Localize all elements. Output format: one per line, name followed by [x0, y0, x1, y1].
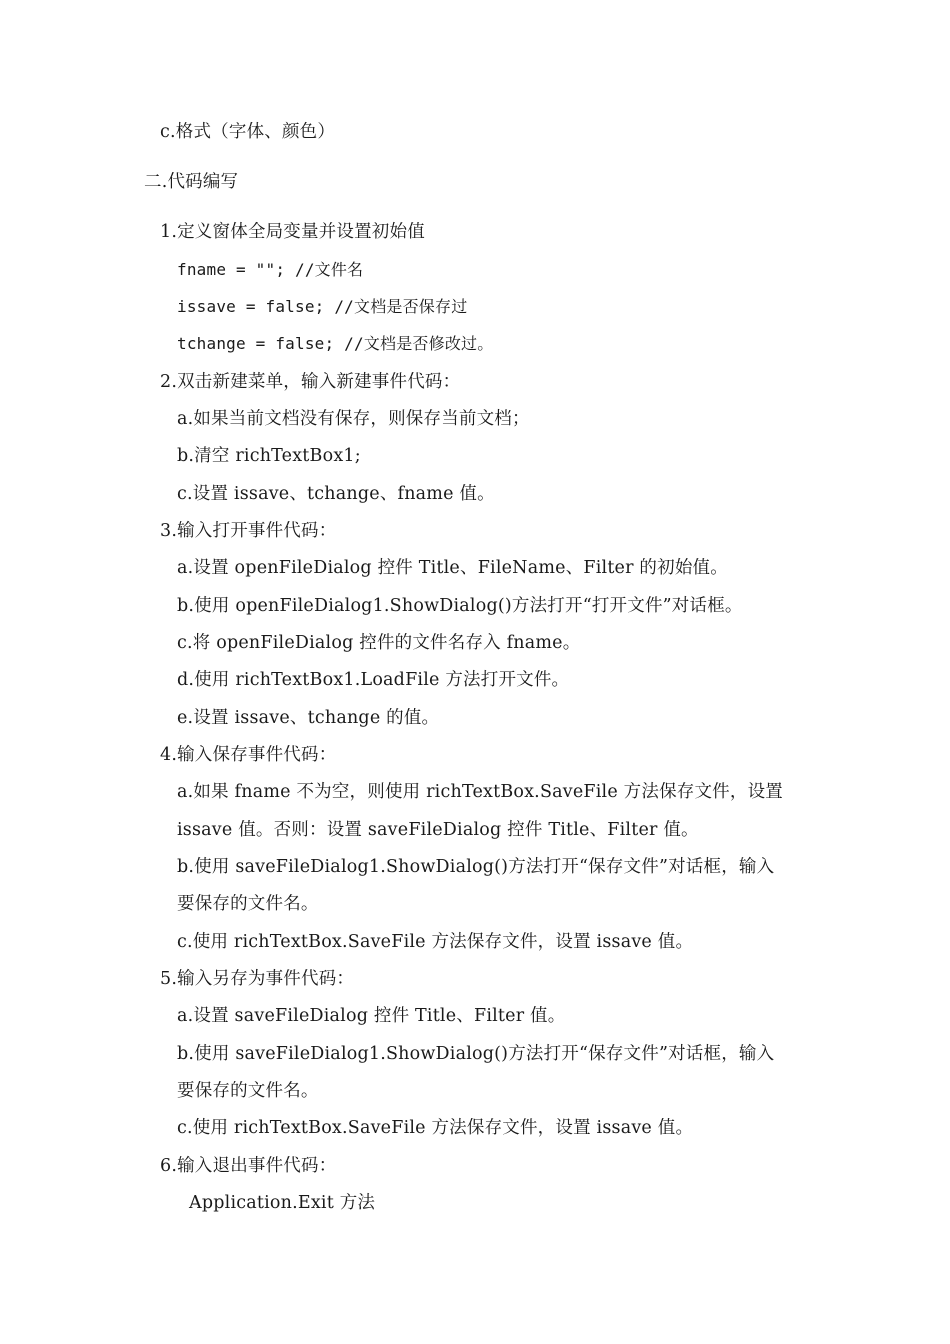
step-2-item-a: a.如果当前文档没有保存，则保存当前文档；: [177, 409, 530, 429]
step-3-item-a: a.设置 openFileDialog 控件 Title、FileName、Filter 的初始值。: [177, 558, 728, 578]
step-5-item-c: c.使用 richTextBox.SaveFile 方法保存文件，设置 issave 值。: [177, 1118, 694, 1138]
step-3-item-d: d.使用 richTextBox1.LoadFile 方法打开文件。: [177, 670, 570, 690]
step-5-item-b: b.使用 saveFileDialog1.ShowDialog()方法打开“保存文件”对话框，输入: [177, 1044, 775, 1064]
step-2-item-c: c.设置 issave、tchange、fname 值。: [177, 484, 495, 504]
code-line-fname: fname = ""; //文件名: [177, 260, 364, 279]
step-5-heading: 5.输入另存为事件代码：: [160, 969, 355, 989]
step-4-item-b-cont: 要保存的文件名。: [177, 894, 319, 914]
code-line-issave: issave = false; //文档是否保存过: [177, 297, 468, 316]
section-heading-code-writing: 二.代码编写: [144, 172, 239, 192]
step-3-item-b: b.使用 openFileDialog1.ShowDialog()方法打开“打开文件”对话框。: [177, 596, 743, 616]
step-3-heading: 3.输入打开事件代码：: [160, 521, 337, 541]
step-4-heading: 4.输入保存事件代码：: [160, 745, 337, 765]
step-3-item-e: e.设置 issave、tchange 的值。: [177, 708, 440, 728]
step-4-item-c: c.使用 richTextBox.SaveFile 方法保存文件，设置 issave 值。: [177, 932, 694, 952]
code-line-tchange: tchange = false; //文档是否修改过。: [177, 334, 494, 353]
step-1-heading: 1.定义窗体全局变量并设置初始值: [160, 222, 425, 242]
step-2-heading: 2.双击新建菜单，输入新建事件代码：: [160, 372, 461, 392]
step-5-item-b-cont: 要保存的文件名。: [177, 1081, 319, 1101]
step-6-heading: 6.输入退出事件代码：: [160, 1156, 337, 1176]
step-4-item-a: a.如果 fname 不为空，则使用 richTextBox.SaveFile 方法保存文件，设置: [177, 782, 783, 802]
step-2-item-b: b.清空 richTextBox1;: [177, 446, 361, 466]
code-line-application-exit: Application.Exit 方法: [189, 1193, 376, 1213]
step-5-item-a: a.设置 saveFileDialog 控件 Title、Filter 值。: [177, 1006, 566, 1026]
step-4-item-b: b.使用 saveFileDialog1.ShowDialog()方法打开“保存文件”对话框，输入: [177, 857, 775, 877]
step-3-item-c: c.将 openFileDialog 控件的文件名存入 fname。: [177, 633, 581, 653]
step-4-item-a-cont: issave 值。否则：设置 saveFileDialog 控件 Title、Filter 值。: [177, 820, 699, 840]
format-item-c: c.格式（字体、颜色）: [160, 122, 336, 142]
